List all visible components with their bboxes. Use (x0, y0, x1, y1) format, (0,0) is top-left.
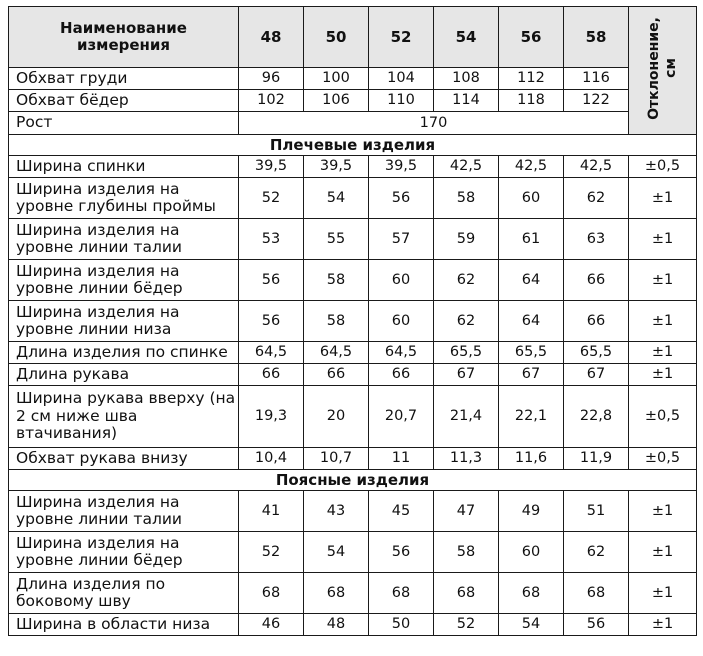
table-row (9, 90, 697, 112)
table-row (9, 156, 697, 178)
cell-value: 51 (564, 491, 629, 532)
table-row (9, 573, 697, 614)
tolerance-value: ±1 (629, 260, 697, 301)
row-name: Обхват груди (9, 68, 239, 90)
table-row (9, 448, 697, 470)
cell-value: 52 (239, 532, 304, 573)
cell-value: 52 (239, 178, 304, 219)
cell-value: 39,5 (304, 156, 369, 178)
section-title: Поясные изделия (9, 470, 697, 491)
cell-value: 65,5 (499, 342, 564, 364)
cell-value: 56 (369, 178, 434, 219)
table-row (9, 532, 697, 573)
cell-value: 68 (304, 573, 369, 614)
cell-value: 42,5 (564, 156, 629, 178)
cell-value: 66 (304, 364, 369, 386)
row-name: Ширина изделия на уровне линии бёдер (9, 260, 239, 301)
cell-value: 100 (304, 68, 369, 90)
cell-value: 45 (369, 491, 434, 532)
cell-value: 64,5 (304, 342, 369, 364)
cell-value: 67 (434, 364, 499, 386)
tolerance-header (629, 7, 697, 135)
tolerance-value: ±1 (629, 342, 697, 364)
cell-value: 68 (239, 573, 304, 614)
height-value: 170 (239, 112, 629, 135)
cell-value: 58 (434, 178, 499, 219)
cell-value: 68 (434, 573, 499, 614)
tolerance-value: ±1 (629, 573, 697, 614)
cell-value: 62 (564, 178, 629, 219)
row-name: Длина изделия по спинке (9, 342, 239, 364)
cell-value: 68 (499, 573, 564, 614)
cell-value: 11 (369, 448, 434, 470)
tolerance-value: ±1 (629, 491, 697, 532)
cell-value: 20 (304, 386, 369, 448)
cell-value: 54 (304, 178, 369, 219)
table-row (9, 491, 697, 532)
cell-value: 58 (304, 260, 369, 301)
height-row (9, 112, 697, 135)
row-name: Длина рукава (9, 364, 239, 386)
table-row (9, 301, 697, 342)
cell-value: 65,5 (564, 342, 629, 364)
section-row (9, 470, 697, 491)
tolerance-value: ±1 (629, 301, 697, 342)
cell-value: 46 (239, 614, 304, 636)
cell-value: 48 (304, 614, 369, 636)
cell-value: 56 (239, 301, 304, 342)
cell-value: 11,3 (434, 448, 499, 470)
size-header: 54 (434, 7, 499, 68)
cell-value: 49 (499, 491, 564, 532)
cell-value: 62 (564, 532, 629, 573)
cell-value: 66 (564, 260, 629, 301)
cell-value: 11,6 (499, 448, 564, 470)
cell-value: 96 (239, 68, 304, 90)
table-row (9, 68, 697, 90)
cell-value: 43 (304, 491, 369, 532)
table-row (9, 342, 697, 364)
cell-value: 21,4 (434, 386, 499, 448)
tolerance-value: ±0,5 (629, 156, 697, 178)
row-name: Рост (9, 112, 239, 135)
cell-value: 58 (304, 301, 369, 342)
cell-value: 61 (499, 219, 564, 260)
tolerance-value: ±1 (629, 219, 697, 260)
cell-value: 68 (369, 573, 434, 614)
cell-value: 60 (369, 301, 434, 342)
tolerance-header-label: Отклонение, см (645, 16, 679, 120)
header-row (9, 7, 697, 68)
tolerance-value: ±0,5 (629, 448, 697, 470)
cell-value: 11,9 (564, 448, 629, 470)
cell-value: 52 (434, 614, 499, 636)
section-row (9, 135, 697, 156)
cell-value: 41 (239, 491, 304, 532)
cell-value: 62 (434, 301, 499, 342)
cell-value: 116 (564, 68, 629, 90)
tolerance-value: ±0,5 (629, 386, 697, 448)
cell-value: 54 (499, 614, 564, 636)
tolerance-value: ±1 (629, 364, 697, 386)
section-title: Плечевые изделия (9, 135, 697, 156)
row-name: Длина изделия по боковому шву (9, 573, 239, 614)
tolerance-value: ±1 (629, 178, 697, 219)
row-name: Ширина изделия на уровне линии низа (9, 301, 239, 342)
row-name: Обхват рукава внизу (9, 448, 239, 470)
cell-value: 66 (564, 301, 629, 342)
table-row (9, 260, 697, 301)
cell-value: 50 (369, 614, 434, 636)
tolerance-value: ±1 (629, 614, 697, 636)
cell-value: 68 (564, 573, 629, 614)
cell-value: 64 (499, 260, 564, 301)
cell-value: 54 (304, 532, 369, 573)
cell-value: 20,7 (369, 386, 434, 448)
cell-value: 66 (239, 364, 304, 386)
table-row (9, 386, 697, 448)
cell-value: 60 (499, 532, 564, 573)
cell-value: 60 (499, 178, 564, 219)
cell-value: 104 (369, 68, 434, 90)
cell-value: 64,5 (239, 342, 304, 364)
cell-value: 57 (369, 219, 434, 260)
row-name: Ширина изделия на уровне линии бёдер (9, 532, 239, 573)
cell-value: 56 (239, 260, 304, 301)
cell-value: 19,3 (239, 386, 304, 448)
cell-value: 53 (239, 219, 304, 260)
row-name: Ширина изделия на уровне линии талии (9, 491, 239, 532)
cell-value: 10,4 (239, 448, 304, 470)
size-header: 50 (304, 7, 369, 68)
cell-value: 10,7 (304, 448, 369, 470)
cell-value: 60 (369, 260, 434, 301)
cell-value: 42,5 (434, 156, 499, 178)
row-name: Обхват бёдер (9, 90, 239, 112)
cell-value: 122 (564, 90, 629, 112)
cell-value: 22,8 (564, 386, 629, 448)
cell-value: 39,5 (239, 156, 304, 178)
row-name: Ширина рукава вверху (на 2 см ниже шва втачивания) (9, 386, 239, 448)
cell-value: 108 (434, 68, 499, 90)
cell-value: 56 (564, 614, 629, 636)
measure-name-header: Наименование измерения (9, 7, 239, 68)
cell-value: 55 (304, 219, 369, 260)
table-row (9, 614, 697, 636)
row-name: Ширина спинки (9, 156, 239, 178)
cell-value: 47 (434, 491, 499, 532)
row-name: Ширина изделия на уровне линии талии (9, 219, 239, 260)
table-row (9, 178, 697, 219)
cell-value: 39,5 (369, 156, 434, 178)
cell-value: 66 (369, 364, 434, 386)
size-header: 52 (369, 7, 434, 68)
cell-value: 58 (434, 532, 499, 573)
cell-value: 22,1 (499, 386, 564, 448)
size-header: 48 (239, 7, 304, 68)
cell-value: 64,5 (369, 342, 434, 364)
cell-value: 63 (564, 219, 629, 260)
size-measurement-table (8, 6, 697, 636)
tolerance-value: ±1 (629, 532, 697, 573)
cell-value: 102 (239, 90, 304, 112)
cell-value: 59 (434, 219, 499, 260)
size-header: 56 (499, 7, 564, 68)
row-name: Ширина изделия на уровне глубины проймы (9, 178, 239, 219)
cell-value: 56 (369, 532, 434, 573)
cell-value: 62 (434, 260, 499, 301)
row-name: Ширина в области низа (9, 614, 239, 636)
table-row (9, 219, 697, 260)
cell-value: 112 (499, 68, 564, 90)
cell-value: 114 (434, 90, 499, 112)
cell-value: 118 (499, 90, 564, 112)
cell-value: 65,5 (434, 342, 499, 364)
cell-value: 64 (499, 301, 564, 342)
size-header: 58 (564, 7, 629, 68)
cell-value: 67 (564, 364, 629, 386)
cell-value: 106 (304, 90, 369, 112)
cell-value: 67 (499, 364, 564, 386)
cell-value: 110 (369, 90, 434, 112)
table-row (9, 364, 697, 386)
cell-value: 42,5 (499, 156, 564, 178)
